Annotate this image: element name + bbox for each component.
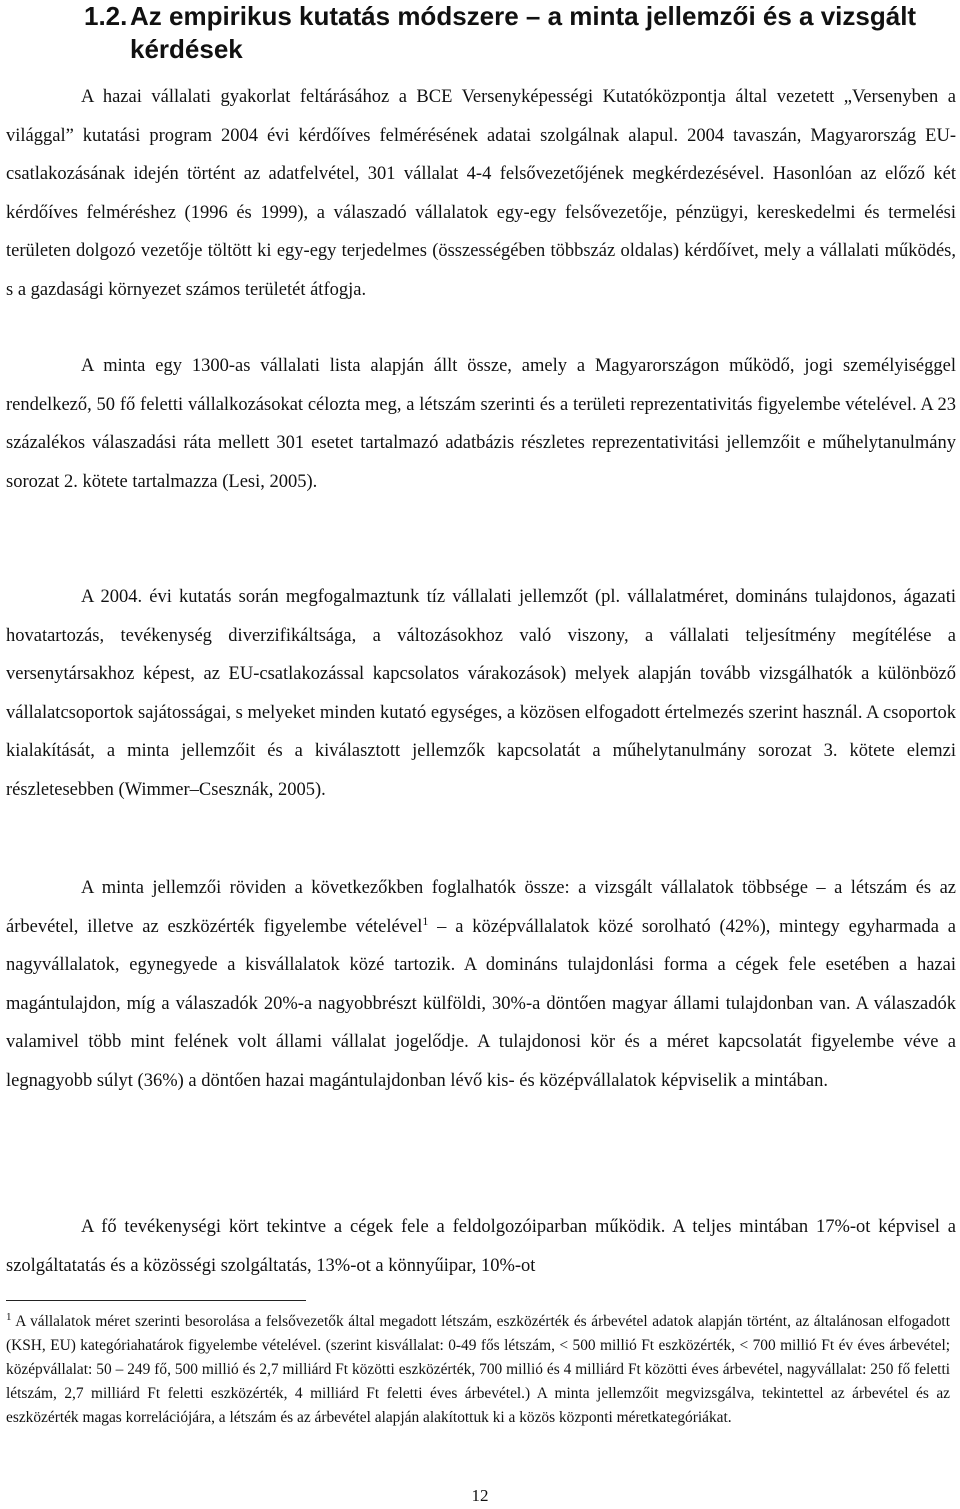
footnote-reference: 1 <box>422 913 429 928</box>
footnote-text: A vállalatok méret szerinti besorolása a felsővezetők által megadott létszám, eszközérték és árbevétel adatok alapján történt, az általánosan elfogadott (KSH, EU) kategóriahatárok figyelembe vételével. (szerint kisvállalat: 0-49 fős létszám, < 500 millió Ft eszközérték, < 700 millió Ft év éves árbevétel; középvállalat: 50 – 249 fő, 500 millió és 2,7 milliárd Ft közötti eszközérték, 700 millió és 4 milliárd Ft közötti éves árbevétel, nagyvállalat: 250 fő feletti létszám, 2,7 milliárd Ft feletti eszközérték, 4 milliárd Ft feletti éves árbevétel.) A minta jellemzőit megvizsgálva, tekintettel az árbevétel és az eszközérték magas korrelációjára, a létszám és az árbevétel alapján alakítottuk ki a közös központi méretkategóriákat. <box>6 1313 950 1426</box>
sample-summary-part-2: – a középvállalatok közé sorolható (42%), mintegy egyharmada a nagyvállalatok, egynegyede a kisvállalatok közé tartozik. A domináns tulajdonlási forma a cégek fele esetében a hazai magántulajdon, míg a válaszadók 20%-a nagyobbrészt külföldi, 30%-a döntően magyar állami tulajdonban van. A válaszadók valamivel több mint felének volt állami vállalat jogelődje. A tulajdonosi kör és a méret kapcsolatát figyelembe véve a legnagyobb súlyt (36%) a döntően hazai magántulajdonban lévő kis- és középvállalatok képviselik a mintában. <box>6 916 956 1091</box>
footnote-mark: 1 <box>6 1311 12 1323</box>
section-heading <box>84 0 944 66</box>
paragraph-company-characteristics: A 2004. évi kutatás során megfogalmaztunk tíz vállalati jellemzőt (pl. vállalatméret, domináns tulajdonos, ágazati hovatartozás, tevékenység diverzifikáltsága, a változásokhoz való viszony, a vállalati teljesítmény megítélése a versenytársakhoz képest, az EU-csatlakozással kapcsolatos várakozások) melyek alapján tovább vizsgálhatók a különböző vállalatcsoportok sajátosságai, s melyeket minden kutató egységes, a közösen elfogadott értelmezés szerint használ. A csoportok kialakítását, a minta jellemzőit és a kiválasztott jellemzők kapcsolatát a műhelytanulmány sorozat 3. kötete elemzi részletesebben (Wimmer–Csesznák, 2005). <box>6 587 956 800</box>
section-number: 1.2. <box>84 1 128 31</box>
paragraph-research-program: A hazai vállalati gyakorlat feltárásához a BCE Versenyképességi Kutatóközpontja által vezetett „Versenyben a világgal” kutatási program 2004 évi kérdőíves felmérésének adatai szolgálnak alapul. 2004 tavaszán, Magyarország EU-csatlakozásának idején történt az adatfelvétel, 301 vállalat 4-4 felsővezetőjének megkérdezésével. Hasonlóan az előző két kérdőíves felméréshez (1996 és 1999), a válaszadó vállalatok egy-egy felsővezetője, pénzügyi, kereskedelmi és termelési területen dolgozó vezetője töltött ki egy-egy terjedelmes (összességében többszáz oldalas) kérdőívet, mely a vállalati működés, s a gazdasági környezet számos területét átfogja. <box>6 87 956 300</box>
sample-summary-part-1: A minta jellemzői röviden a következőkben foglalhatók össze: a vizsgált vállalatok többsége – a létszám és az árbevétel, illetve az eszközérték figyelembe vételével <box>6 878 956 937</box>
paragraph-activity-sectors: A fő tevékenységi kört tekintve a cégek fele a feldolgozóiparban működik. A teljes mintában 17%-ot képvisel a szolgáltatatás és a közösségi szolgáltatás, 13%-ot a könnyűipar, 10%-ot <box>6 1217 956 1276</box>
paragraph-sample-summary <box>6 869 956 1101</box>
footnote-separator <box>6 1300 306 1301</box>
page-number: 12 <box>471 1486 489 1505</box>
footnote <box>6 1310 950 1430</box>
paragraph-sample-composition: A minta egy 1300-as vállalati lista alapján állt össze, amely a Magyarországon működő, jogi személyiséggel rendelkező, 50 fő feletti vállalkozásokat célozta meg, a létszám szerinti és a területi reprezentativitás figyelembe vételével. A 23 százalékos válaszadási ráta mellett 301 esetet tartalmazó adatbázis részletes reprezentativitási jellemzőit e műhelytanulmány sorozat 2. kötete tartalmazza (Lesi, 2005). <box>6 356 956 492</box>
section-title: Az empirikus kutatás módszere – a minta jellemzői és a vizsgált kérdések <box>130 1 917 64</box>
